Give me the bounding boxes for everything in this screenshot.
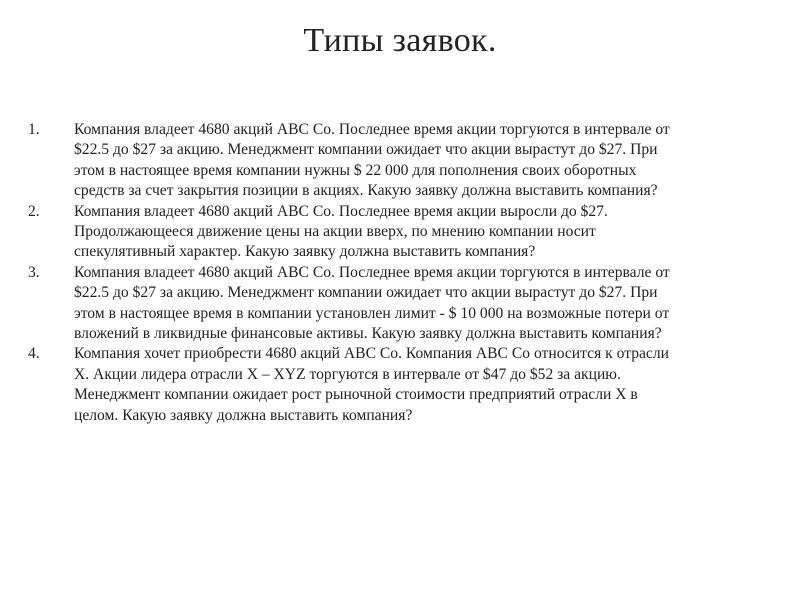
question-text-line: Менеджмент компании ожидает рост рыночной стоимости предприятий отрасли X в <box>74 386 638 404</box>
question-text-line: этом в настоящее время компании нужны $ 22 000 для пополнения своих оборотных <box>74 161 637 179</box>
question-item <box>28 202 768 263</box>
question-text-line: Продолжающееся движение цены на акции вверх, по мнению компании носит <box>74 223 596 241</box>
question-text-line: $22.5 до $27 за акцию. Менеджмент компании ожидает что акции вырастут до $27. При <box>74 284 658 302</box>
question-item <box>28 120 768 202</box>
question-text-line: спекулятивный характер. Какую заявку должна выставить компания? <box>74 243 536 261</box>
question-number: 2. <box>28 202 40 220</box>
question-text-line: $22.5 до $27 за акцию. Менеджмент компании ожидает что акции вырастут до $27. При <box>74 141 658 159</box>
question-item <box>28 344 768 426</box>
slide-title: Типы заявок. <box>303 22 497 59</box>
question-number: 3. <box>28 263 40 281</box>
question-text-line: вложений в ликвидные финансовые активы. Какую заявку должна выставить компания? <box>74 325 662 343</box>
question-number: 1. <box>28 121 40 138</box>
question-text-line: целом. Какую заявку должна выставить компания? <box>74 406 413 424</box>
question-text-line: этом в настоящее время в компании установлен лимит - $ 10 000 на возможные потери от <box>74 304 670 322</box>
question-text-line: Компания хочет приобрести 4680 акций ABC Co. Компания ABC Co относится к отрасли <box>74 345 669 363</box>
question-number: 4. <box>28 345 40 363</box>
question-text-line: Компания владеет 4680 акций ABC Co. Последнее время акции торгуются в интервале от <box>74 121 670 138</box>
question-text-line: Компания владеет 4680 акций ABC Co. Последнее время акции выросли до $27. <box>74 202 608 220</box>
question-text-line: Компания владеет 4680 акций ABC Co. Последнее время акции торгуются в интервале от <box>74 263 670 281</box>
question-item <box>28 263 768 345</box>
question-text-line: X. Акции лидера отрасли X – XYZ торгуются в интервале от $47 до $52 за акцию. <box>74 365 621 383</box>
question-text-line: средств за счет закрытия позиции в акциях. Какую заявку должна выставить компания? <box>74 182 658 200</box>
question-list <box>28 120 768 426</box>
